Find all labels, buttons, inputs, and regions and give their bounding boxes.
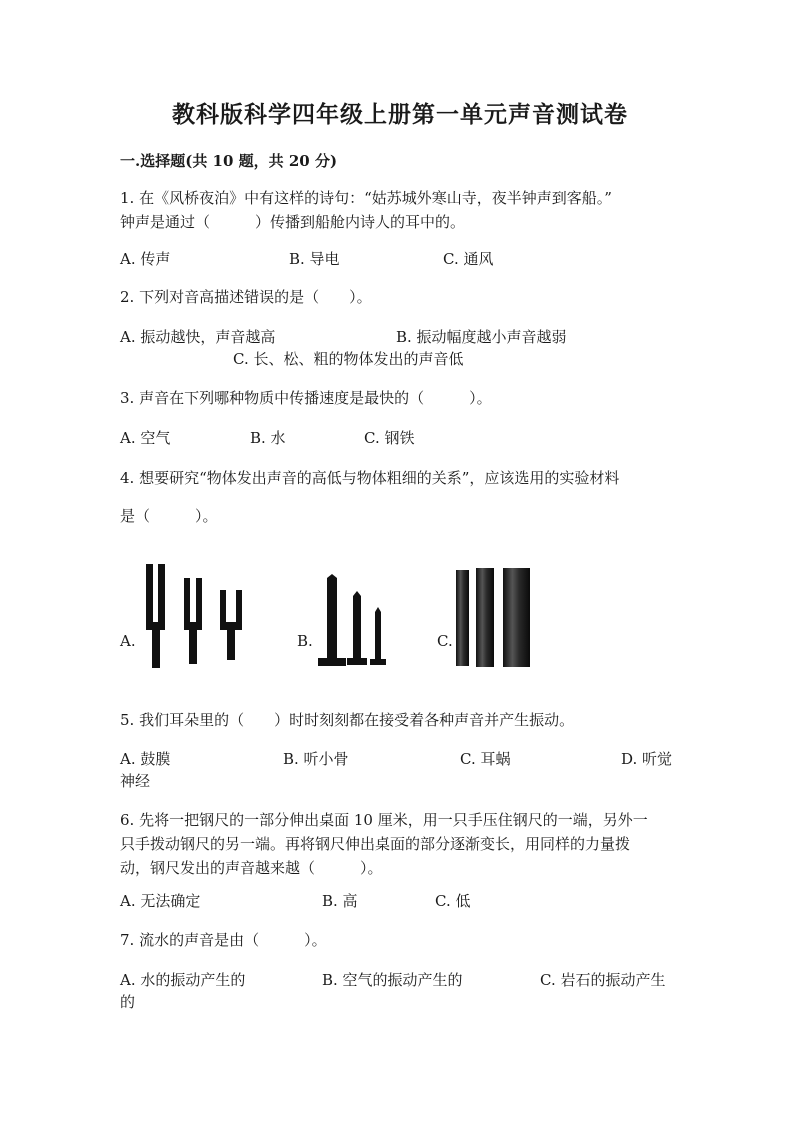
question-7-option-a[interactable]: A. 水的振动产生的 <box>120 971 246 989</box>
page-title: 教科版科学四年级上册第一单元声音测试卷 <box>172 101 628 128</box>
question-1-option-b[interactable]: B. 导电 <box>289 250 340 268</box>
question-6-option-c[interactable]: C. 低 <box>435 892 471 910</box>
bars-image <box>453 566 537 670</box>
question-6-line-1: 6. 先将一把钢尺的一部分伸出桌面 10 厘米，用一只手压住钢尺的一端，另外一 <box>120 811 648 829</box>
question-4-line-1: 4. 想要研究“物体发出声音的高低与物体粗细的关系”，应该选用的实验材料 <box>120 469 620 487</box>
question-2-line-1: 2. 下列对音高描述错误的是（ ）。 <box>120 288 372 306</box>
question-1-line-1: 1. 在《风桥夜泊》中有这样的诗句：“姑苏城外寒山寺，夜半钟声到客船。” <box>120 189 612 207</box>
question-1-line-2: 钟声是通过（ ）传播到船舱内诗人的耳中的。 <box>120 213 466 231</box>
tuning-forks-image <box>140 560 252 670</box>
question-5-option-c[interactable]: C. 耳蜗 <box>460 750 511 768</box>
question-5-option-d-cont: 神经 <box>120 772 151 790</box>
question-3-line-1: 3. 声音在下列哪种物质中传播速度是最快的（ ）。 <box>120 389 492 407</box>
question-1-option-c[interactable]: C. 通风 <box>443 250 494 268</box>
question-4-option-a[interactable]: A. <box>120 632 136 650</box>
question-6-line-3: 动，钢尺发出的声音越来越（ ）。 <box>120 859 383 877</box>
question-4-option-b[interactable]: B. <box>297 632 313 650</box>
question-4-line-2: 是（ ）。 <box>120 507 218 525</box>
question-3-option-b[interactable]: B. 水 <box>250 429 286 447</box>
question-5-line-1: 5. 我们耳朵里的（ ）时时刻刻都在接受着各种声音并产生振动。 <box>120 711 575 729</box>
nails-image <box>313 574 393 670</box>
question-6-line-2: 只手拨动钢尺的另一端。再将钢尺伸出桌面的部分逐渐变长，用同样的力量拨 <box>120 835 631 853</box>
question-5-option-d[interactable]: D. 听觉 <box>621 750 673 768</box>
question-1-option-a[interactable]: A. 传声 <box>120 250 171 268</box>
question-2-option-a[interactable]: A. 振动越快，声音越高 <box>120 328 276 346</box>
question-6-option-b[interactable]: B. 高 <box>322 892 358 910</box>
question-2-option-b[interactable]: B. 振动幅度越小声音越弱 <box>396 328 567 346</box>
question-7-option-c[interactable]: C. 岩石的振动产生 <box>540 971 666 989</box>
question-5-option-b[interactable]: B. 听小骨 <box>283 750 349 768</box>
question-4-option-c[interactable]: C. <box>437 632 453 650</box>
question-6-option-a[interactable]: A. 无法确定 <box>120 892 201 910</box>
question-7-line-1: 7. 流水的声音是由（ ）。 <box>120 931 327 949</box>
question-2-option-c[interactable]: C. 长、松、粗的物体发出的声音低 <box>233 350 464 368</box>
section-heading: 一.选择题(共 10 题，共 20 分) <box>120 152 338 170</box>
question-3-option-c[interactable]: C. 钢铁 <box>364 429 415 447</box>
question-7-option-c-cont: 的 <box>120 993 136 1011</box>
question-3-option-a[interactable]: A. 空气 <box>120 429 171 447</box>
question-5-option-a[interactable]: A. 鼓膜 <box>120 750 171 768</box>
question-7-option-b[interactable]: B. 空气的振动产生的 <box>322 971 463 989</box>
